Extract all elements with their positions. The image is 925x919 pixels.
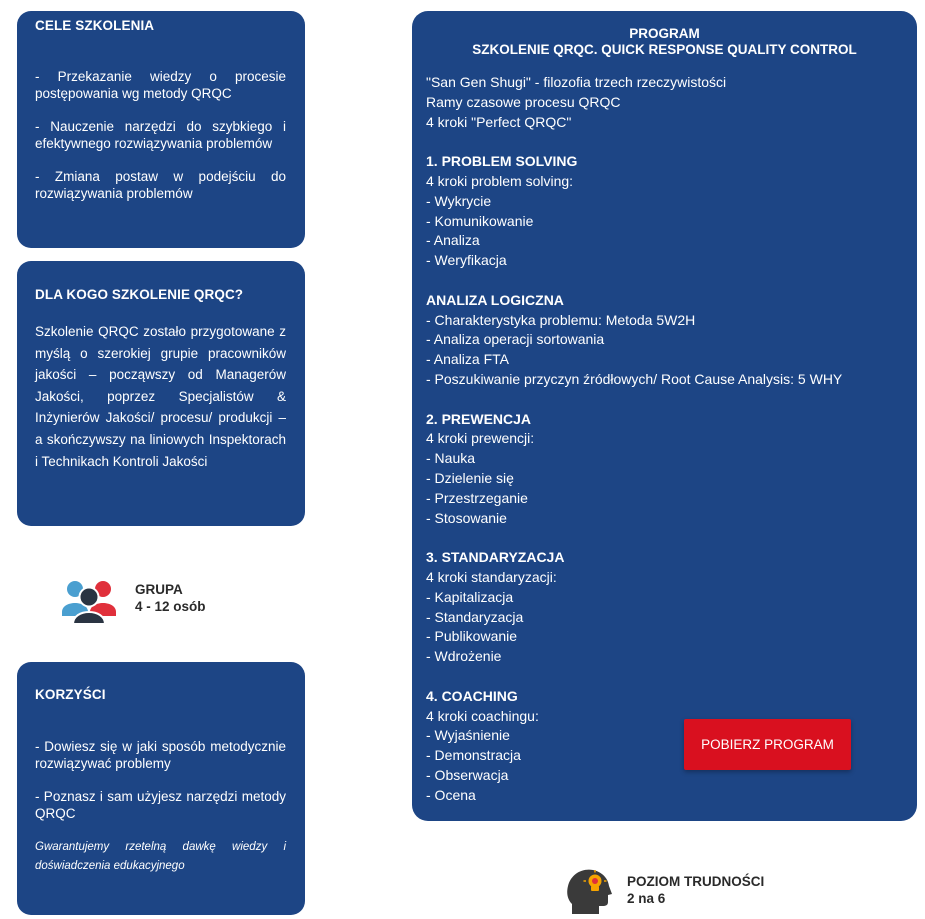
program-title (426, 26, 903, 57)
korzysci-title: KORZYŚCI (35, 687, 106, 702)
program-intro-line: 4 kroki "Perfect QRQC" (426, 113, 572, 130)
dla-kogo-card (17, 261, 305, 526)
section-line: 4 kroki standaryzacji: (426, 568, 557, 585)
poziom-value: 2 na 6 (627, 891, 666, 906)
korzysci-item: - Dowiesz się w jaki sposób metodycznie rozwiązywać problemy (35, 739, 286, 771)
section-line: - Komunikowanie (426, 212, 534, 229)
section-line: 4 kroki coachingu: (426, 707, 539, 724)
section-line: - Wykrycie (426, 192, 492, 209)
program-title-line2: SZKOLENIE QRQC. QUICK RESPONSE QUALITY CONTROL (472, 41, 857, 57)
section-line: - Przestrzeganie (426, 489, 528, 506)
section-line: - Weryfikacja (426, 252, 507, 269)
section-line: - Obserwacja (426, 766, 509, 783)
korzysci-note: Gwarantujemy rzetelną dawkę wiedzy i doświadczenia edukacyjnego (35, 841, 286, 872)
section-heading: ANALIZA LOGICZNA (426, 291, 564, 308)
section-line: - Ocena (426, 786, 476, 803)
program-intro-line: "San Gen Shugi" - filozofia trzech rzeczywistości (426, 74, 727, 90)
grupa-label: GRUPA (135, 582, 183, 597)
section-line: - Standaryzacja (426, 608, 524, 625)
cele-title: CELE SZKOLENIA (35, 18, 155, 33)
cele-item: - Zmiana postaw w podejściu do rozwiązywania problemów (35, 169, 286, 201)
section-line: - Dzielenie się (426, 469, 514, 486)
section-line: - Analiza (426, 232, 480, 249)
korzysci-card (17, 662, 305, 915)
section-line: - Wdrożenie (426, 648, 502, 665)
section-line: 4 kroki prewencji: (426, 430, 535, 447)
section-heading: 1. PROBLEM SOLVING (426, 153, 578, 170)
section-heading: 2. PREWENCJA (426, 410, 532, 427)
head-lightbulb-icon (566, 866, 614, 914)
section-line: - Analiza FTA (426, 351, 509, 368)
program-intro-line: Ramy czasowe procesu QRQC (426, 93, 621, 110)
cele-item: - Przekazanie wiedzy o procesie postępowania wg metody QRQC (35, 69, 286, 101)
section-line: - Poszukiwanie przyczyn źródłowych/ Root Cause Analysis: 5 WHY (426, 370, 843, 387)
korzysci-item: - Poznasz i sam użyjesz narzędzi metody QRQC (35, 789, 286, 821)
grupa-info (62, 578, 282, 624)
section-line: 4 kroki problem solving: (426, 172, 574, 189)
dla-kogo-text: Szkolenie QRQC zostało przygotowane z myślą o szerokiej grupie pracowników jakości – począwszy od Managerów Jakości, poprzez Specjalistów & Inżynierów Jakości/ procesu/ produkcji – a skończywszy na liniowych Inspektorach i Technikach Kontroli Jakości (35, 324, 286, 469)
section-heading: 3. STANDARYZACJA (426, 549, 565, 566)
dla-kogo-title: DLA KOGO SZKOLENIE QRQC? (35, 287, 244, 302)
program-card (412, 11, 917, 821)
section-line: - Stosowanie (426, 509, 507, 526)
section-line: - Kapitalizacja (426, 588, 514, 605)
poziom-label: POZIOM TRUDNOŚCI (627, 874, 765, 889)
section-line: - Publikowanie (426, 628, 518, 645)
poziom-trudnosci-info (566, 866, 806, 914)
cele-szkolenia-card (17, 11, 305, 248)
cele-item: - Nauczenie narzędzi do szybkiego i efektywnego rozwiązywania problemów (35, 119, 286, 151)
section-line: - Charakterystyka problemu: Metoda 5W2H (426, 311, 696, 328)
section-line: - Analiza operacji sortowania (426, 331, 605, 348)
section-heading: 4. COACHING (426, 687, 518, 704)
section-line: - Wyjaśnienie (426, 727, 510, 744)
section-line: - Nauka (426, 450, 476, 467)
grupa-value: 4 - 12 osób (135, 599, 206, 614)
pobierz-program-button[interactable]: POBIERZ PROGRAM (684, 719, 851, 770)
group-people-icon (62, 578, 116, 624)
section-line: - Demonstracja (426, 747, 521, 764)
program-title-line1: PROGRAM (629, 26, 700, 41)
